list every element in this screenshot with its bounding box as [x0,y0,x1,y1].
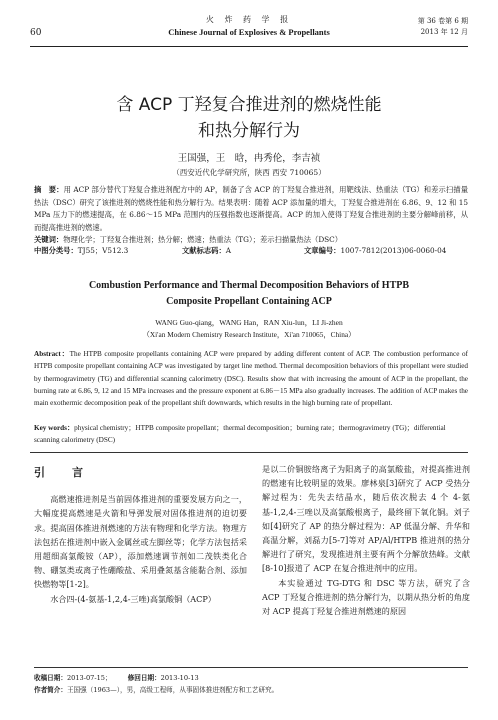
keywords-cn-label: 关键词： [34,235,64,244]
clc-item [34,246,128,256]
footnote-author [34,684,468,696]
title-cn-line1: 含 ACP 丁羟复合推进剂的燃烧性能 [116,95,382,115]
title-en-line2: Composite Propellant Containing ACP [166,296,332,307]
title-en-line1: Combustion Performance and Thermal Decomposition Behaviors of HTPB [88,280,410,291]
journal-name-en: Chinese Journal of Explosives & Propellants [168,27,330,37]
intro-paragraph-3: 本实验通过 TG-DTG 和 DSC 等方法，研究了含 ACP 丁羟复合推进剂的热分解行为，以期从热分析的角度对 ACP 提高丁羟复合推进剂燃速的原因 [262,577,470,617]
page-number: 60 [30,28,42,38]
intro-paragraph-1: 高燃速推进剂是当前固体推进剂的重要发展方向之一，大幅度提高燃速是火箭和导弹发展对固体推进剂的迫切要求。提高固体推进剂燃速的方法有物理和化学方法。物理方法包括在推进剂中嵌入金属丝或左脚丝等；化学方法包括采用超细高氯酸铵（AP），添加燃速调节剂如二茂铁类化合物、硼氢类或离子性硼酸盐、采用叠氮基含能黏合剂、添加快燃物等[1-2]。 [34,494,247,590]
article-no-label: 文章编号： [304,246,341,255]
footnote-dates [34,672,468,684]
issue-date: 2013 年 12 月 [420,28,468,36]
volume-issue [418,16,468,38]
keywords-cn-text: 物理化学；丁羟复合推进剂；热分解；燃速；热重法（TG）；差示扫描量热法（DSC） [63,235,343,244]
authors-en: WANG Guo-qiang，WANG Han，RAN Xiu-lun，LI Ji-zhen [155,318,343,327]
received-date: 2013-07-15； [66,674,112,682]
revised-label: 修回日期： [127,674,161,682]
article-no-value: 1007-7812(2013)06-0060-04 [340,246,447,255]
abstract-en [34,348,468,409]
abstract-cn-text: 用 ACP 部分替代丁羟复合推进剂配方中的 AP，制备了含 ACP 的丁羟复合推进剂，用靶线法、热重法（TG）和差示扫描量热法（DSC）研究了该推进剂的燃烧性能和热分解行为。结果表明：随着 ACP 添加量的增大，丁羟复合推进剂在 6.86、9、12 和 15 MPa 压力下的燃速提高，在 6.86～15 MPa 范围内的压强指数也逐渐提高。ACP 的加入使得丁羟复合推进剂的主要分解峰前移，从而提高推进剂的燃速。 [34,185,469,232]
authors-cn: 王国强，王 晗，冉秀伦，李吉祯 [177,153,321,164]
clc-label: 中图分类号： [34,246,78,255]
title-cn-line2: 和热分解行为 [198,121,300,141]
affiliation-en: （Xi'an Modern Chemistry Research Institute，Xi'an 710065，China） [142,330,356,339]
body-column-right [262,462,470,618]
abstract-cn-label: 摘 要： [34,185,64,194]
abstract-en-text: The HTPB composite propellants containing ACP were prepared by adding different content of ACP. The combustion performance of HTPB composite propellant containing ACP was investigated by target line method. Thermal decomposition behaviors of this propellant were studied by thermogravimetry (TG) and differential scanning calorimetry (DSC). Results show that with increasing the amount of ACP in the propellant, the burning rate at 6.86, 9, 12 and 15 MPa increases and the pressure exponent at 6.86－15 MPa also gradually increases. The addition of ACP makes the main exothermic decomposition peak of the propellant shift downwards, which results in the high burning rate of propellant. [34,350,468,408]
intro-paragraph-2-continued: 是以二价铜胺络离子为阳离子的高氯酸盐，对提高推进剂的燃速有比较明显的效果。廖林泉[3]研究了 ACP 受热分解过程为：先失去结晶水，随后依次脱去 4 个 4-氨基-1,2,4-三唑以及高氯酸根离子，最终留下氧化铜。刘子如[4]研究了 AP 的热分解过程为：AP 低温分解、升华和高温分解，刘磊力[5-7]等对 AP/Al/HTPB 推进剂的热分解进行了研究，发现推进剂主要有两个分解放热峰。文献[8-10]报道了 ACP 在复合推进剂中的应用。 [262,464,470,574]
abstract-cn [34,184,468,234]
body-column-left [34,460,247,606]
section-heading: 引 言 [34,466,91,479]
doc-code-value: A [225,246,232,255]
revised-date: 2013-10-13 [160,674,199,682]
keywords-en-text: physical chemistry；HTPB composite propellant；thermal decomposition；burning rate；thermogravimetry (TG)；differential scanning calorimetry (DSC) [34,424,446,445]
footnote [34,667,468,696]
title-cn [0,92,498,144]
doc-code-item [182,246,231,256]
affiliation-cn: （西安近代化学研究所，陕西 西安 710065） [172,168,326,177]
title-en [20,278,478,310]
keywords-cn [34,234,468,246]
classification-row [34,246,468,258]
author-bio-label: 作者简介： [34,686,67,694]
clc-value: TJ55；V512.3 [77,246,129,255]
keywords-en [34,422,468,447]
article-no-item [304,246,446,256]
abstract-en-label: Abstract： [34,350,70,358]
journal-name-cn: 火 炸 药 学 报 [205,15,293,24]
doc-code-label: 文献标志码： [182,246,226,255]
running-header [30,10,468,47]
received-label: 收稿日期： [34,674,67,682]
keywords-en-label: Key words： [34,424,75,432]
volume-label: 第 36 卷第 6 期 [417,17,468,25]
intro-paragraph-2: 水合四-(4-氨基-1,2,4-三唑)高氯酸铜（ACP） [50,593,216,604]
author-bio-text: 王国强（1963—），男，高级工程师，从事固体推进剂配方和工艺研究。 [66,686,279,694]
section-divider [30,452,468,453]
